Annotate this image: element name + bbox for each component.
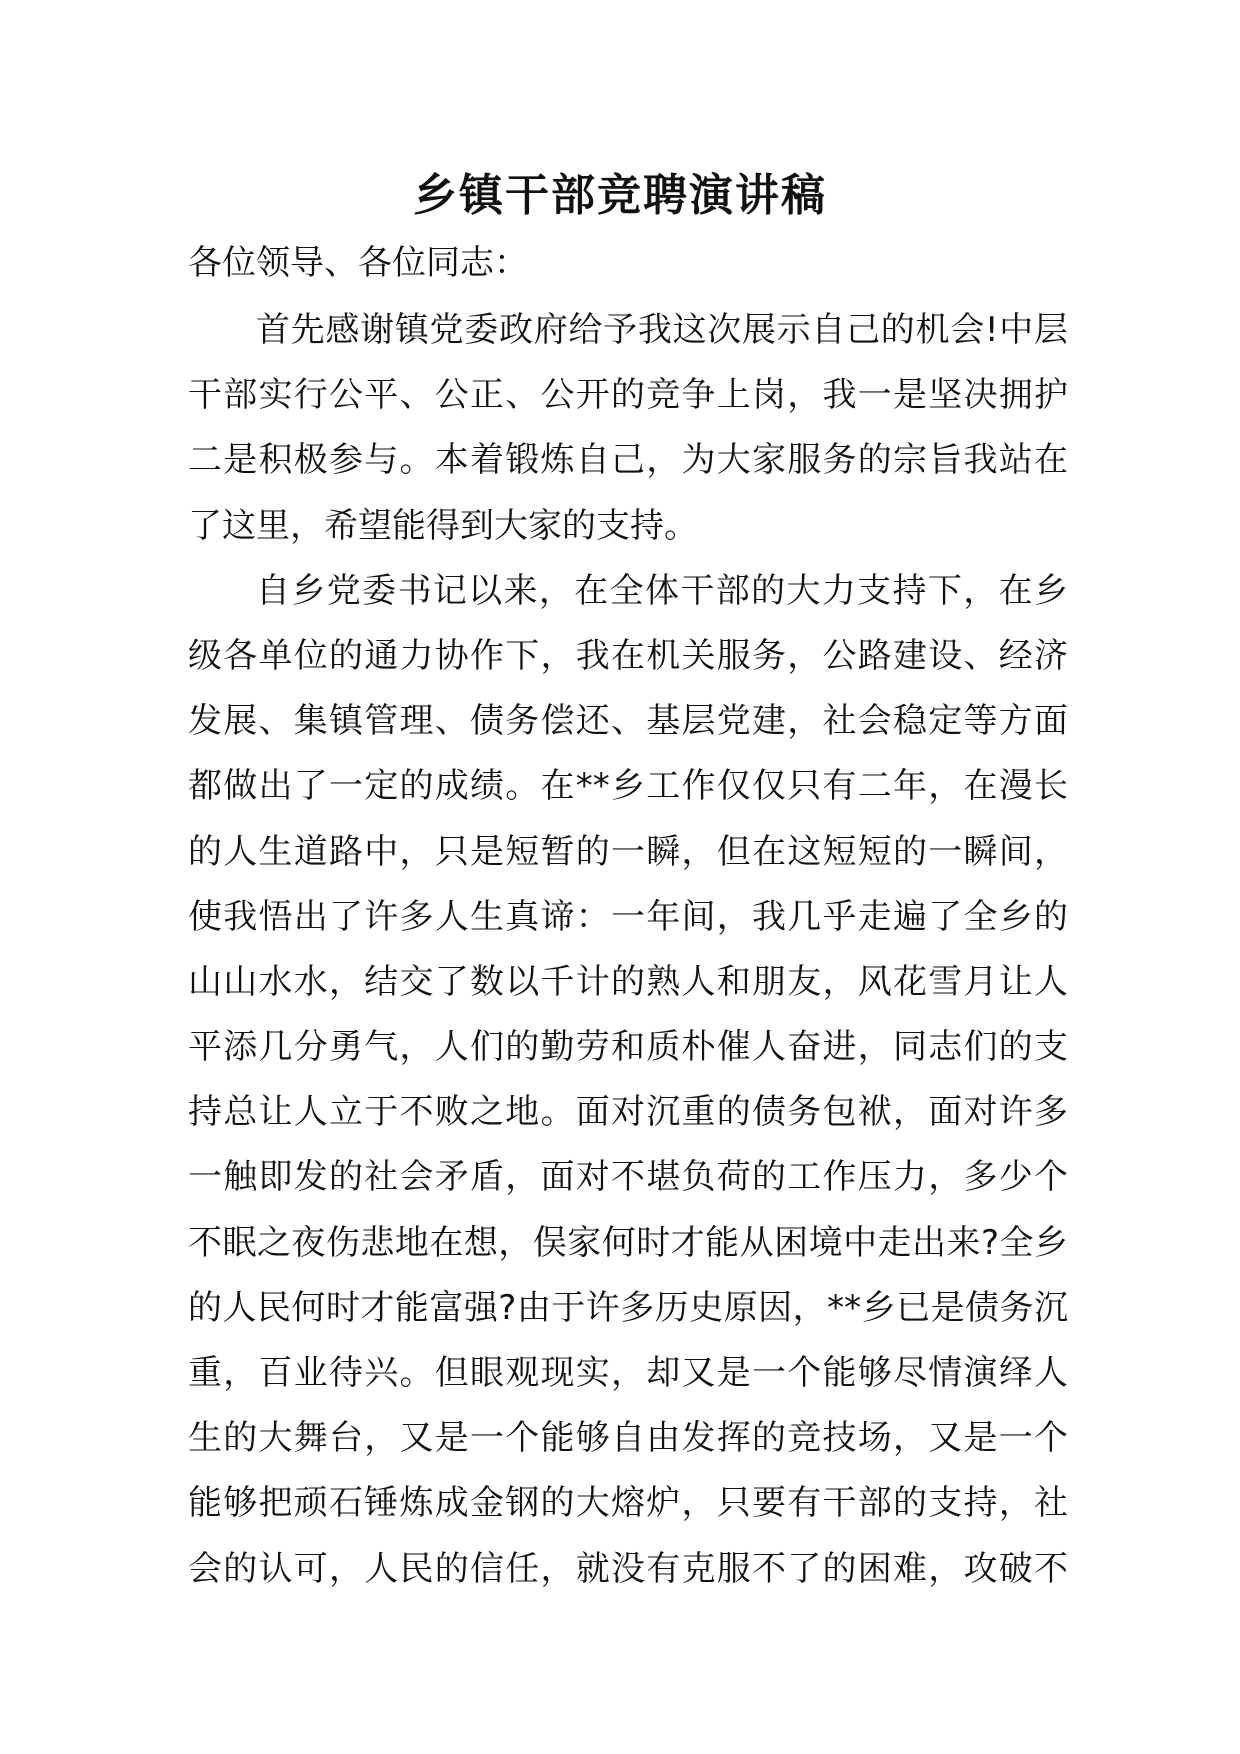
body-line: 干部实行公平、公正、公开的竞争上岗，我一是坚决拥护	[188, 375, 1068, 416]
body-line: 山山水水，结交了数以千计的熟人和朋友，风花雪月让人	[188, 961, 1068, 1002]
body-line: 了这里，希望能得到大家的支持。	[188, 505, 698, 546]
document-title: 乡镇干部竞聘演讲稿	[413, 170, 827, 221]
body-text	[188, 298, 1068, 1602]
body-line: 生的大舞台，又是一个能够自由发挥的竞技场，又是一个	[188, 1418, 1068, 1459]
body-line: 二是积极参与。本着锻炼自己，为大家服务的宗旨我站在	[188, 440, 1068, 481]
body-line: 自乡党委书记以来，在全体干部的大力支持下，在乡	[256, 570, 1068, 611]
body-line: 平添几分勇气，人们的勤劳和质朴催人奋进，同志们的支	[188, 1027, 1068, 1068]
body-line: 使我悟出了许多人生真谛：一年间，我几乎走遍了全乡的	[188, 896, 1068, 937]
salutation: 各位领导、各位同志：	[188, 243, 528, 283]
body-line: 不眠之夜伤悲地在想，俣家何时才能从困境中走出来?全乡	[188, 1222, 1068, 1263]
body-line: 级各单位的通力协作下，我在机关服务，公路建设、经济	[188, 635, 1068, 676]
body-line: 一触即发的社会矛盾，面对不堪负荷的工作压力，多少个	[188, 1157, 1068, 1198]
body-line: 首先感谢镇党委政府给予我这次展示自己的机会!中层	[256, 310, 1068, 350]
body-line: 发展、集镇管理、债务偿还、基层党建，社会稳定等方面	[188, 701, 1068, 742]
body-line: 都做出了一定的成绩。在**乡工作仅仅只有二年，在漫长	[188, 766, 1068, 807]
body-line: 重，百业待兴。但眼观现实，却又是一个能够尽情演绎人	[188, 1353, 1068, 1393]
body-line: 的人民何时才能富强?由于许多历史原因，**乡已是债务沉	[188, 1287, 1068, 1328]
body-line: 持总让人立于不败之地。面对沉重的债务包袱，面对许多	[188, 1092, 1068, 1133]
body-line: 的人生道路中，只是短暂的一瞬，但在这短短的一瞬间，	[188, 831, 1068, 872]
body-line: 会的认可，人民的信任，就没有克服不了的困难，攻破不	[188, 1548, 1068, 1589]
body-line: 能够把顽石锤炼成金钢的大熔炉，只要有干部的支持，社	[188, 1483, 1068, 1524]
